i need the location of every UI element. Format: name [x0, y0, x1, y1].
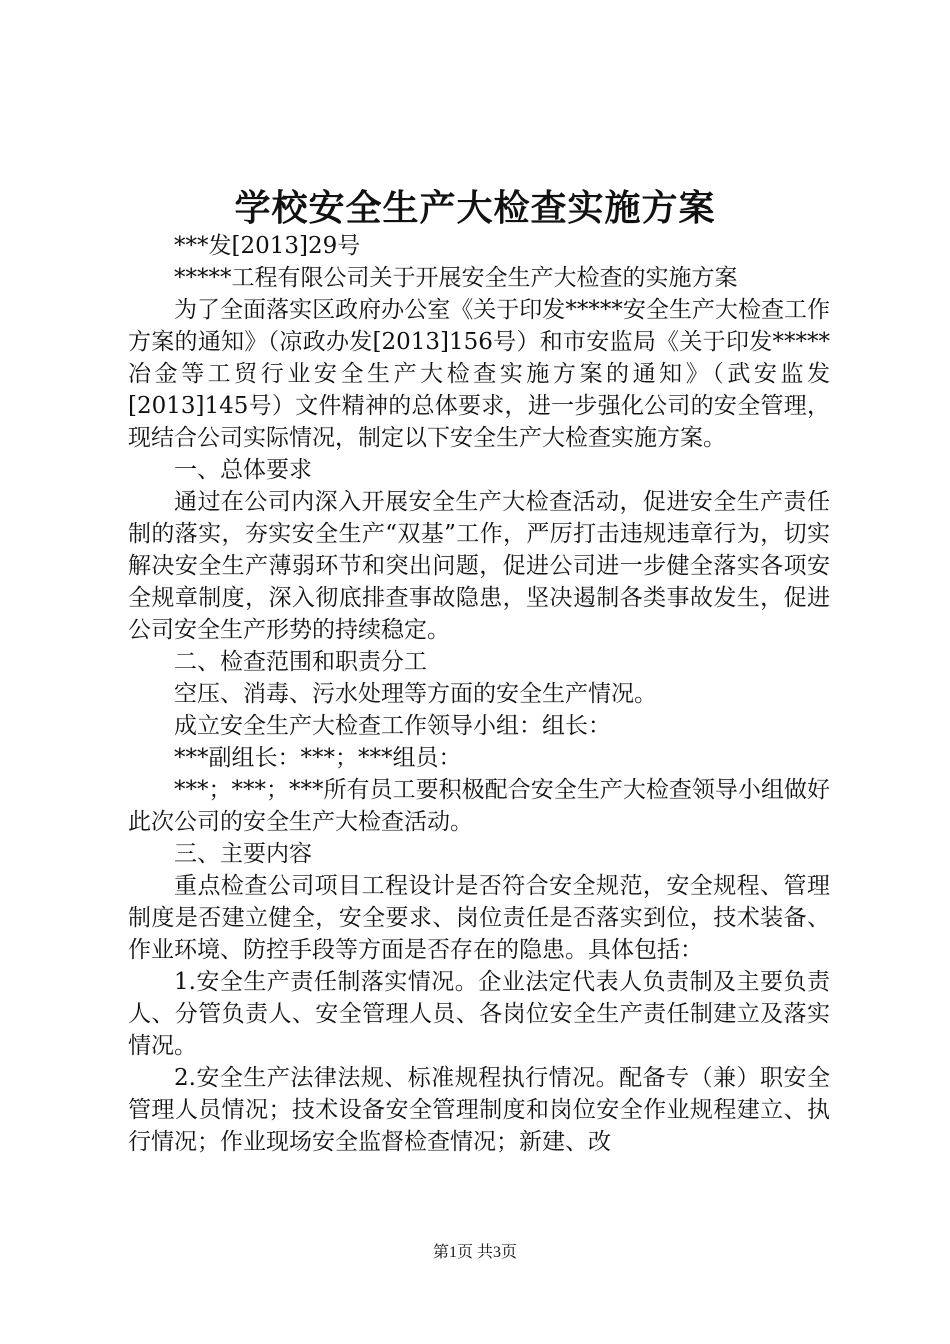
intro-paragraph: 为了全面落实区政府办公室《关于印发*****安全生产大检查工作方案的通知》（凉政办发[2013]156号）和市安监局《关于印发*****冶金等工贸行业安全生产大检查实施方案的通知》（武安监发[2013]145号）文件精神的总体要求，进一步强化公司的安全管理，现结合公司实际情况，制定以下安全生产大检查实施方案。: [128, 297, 830, 451]
section-heading-general: 一、总体要求: [174, 457, 312, 483]
document-subtitle: *****工程有限公司关于开展安全生产大检查的实施方案: [174, 265, 738, 291]
leadership-group-paragraph: 成立安全生产大检查工作领导小组：组长：: [174, 713, 611, 739]
document-body: [128, 230, 830, 1158]
section-heading-content: 三、主要内容: [174, 841, 312, 867]
members-paragraph: ***；***；***所有员工要积极配合安全生产大检查领导小组做好此次公司的安全生产大检查活动。: [128, 777, 830, 835]
scope-paragraph: 空压、消毒、污水处理等方面的安全生产情况。: [174, 681, 657, 707]
document-title: 学校安全生产大检查实施方案: [234, 187, 716, 229]
item-1-paragraph: 1.安全生产责任制落实情况。企业法定代表人负责制及主要负责人、分管负责人、安全管理人员、各岗位安全生产责任制建立及落实情况。: [128, 969, 830, 1059]
doc-number: ***发[2013]29号: [174, 233, 361, 259]
section-heading-scope: 二、检查范围和职责分工: [174, 649, 427, 675]
general-requirements-paragraph: 通过在公司内深入开展安全生产大检查活动，促进安全生产责任制的落实，夯实安全生产“双基”工作，严厉打击违规违章行为，切实解决安全生产薄弱环节和突出问题，促进公司进一步健全落实各项安全规章制度，深入彻底排查事故隐患，坚决遏制各类事故发生，促进公司安全生产形势的持续稳定。: [128, 489, 830, 643]
key-inspection-paragraph: 重点检查公司项目工程设计是否符合安全规范，安全规程、管理制度是否建立健全，安全要求、岗位责任是否落实到位，技术装备、作业环境、防控手段等方面是否存在的隐患。具体包括：: [128, 873, 830, 963]
deputy-leader-paragraph: ***副组长：***；***组员：: [174, 745, 462, 771]
item-2-paragraph: 2.安全生产法律法规、标准规程执行情况。配备专（兼）职安全管理人员情况；技术设备安全管理制度和岗位安全作业规程建立、执行情况；作业现场安全监督检查情况；新建、改: [128, 1065, 830, 1155]
page-number-footer: 第1页 共3页: [432, 1244, 517, 1261]
